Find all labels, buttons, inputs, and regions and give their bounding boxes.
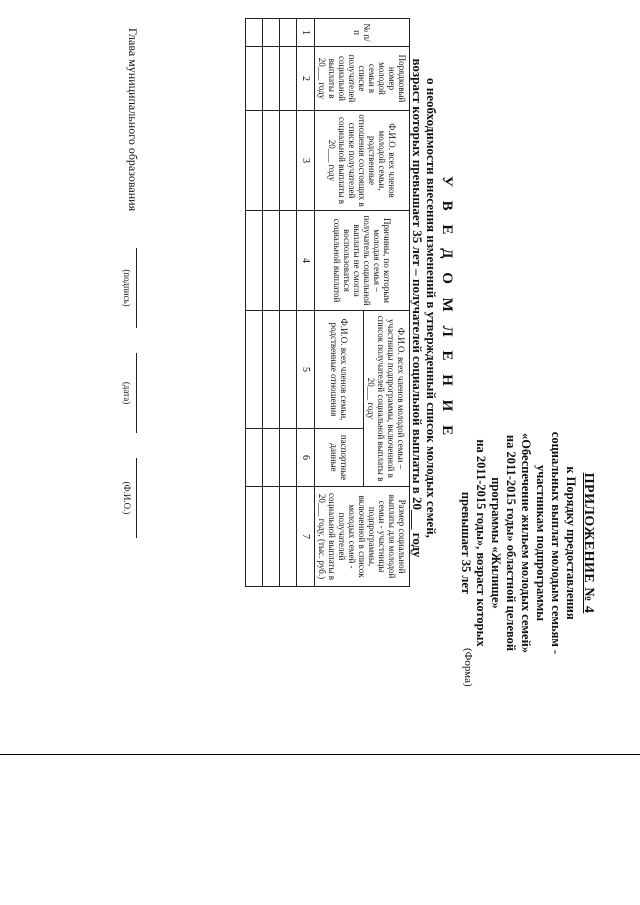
name-caption: (Ф.И.О.) (122, 481, 132, 515)
table-cell (280, 311, 297, 429)
appendix-line: участникам подпрограммы (534, 464, 548, 622)
appendix-line: программы «Жилище» (489, 477, 503, 609)
column-number: 4 (297, 211, 315, 311)
header-cell-names: Ф.И.О. всех членов молодой семьи, родственные отношения состоящих в списке получателей социальной выплаты в 20___ году (315, 111, 410, 211)
appendix-line: «Обеспечение жильем молодых семей» (519, 432, 533, 654)
table-cell (246, 111, 263, 211)
form-label: (Форма) (462, 648, 474, 687)
table-cell (280, 211, 297, 311)
table-cell (280, 111, 297, 211)
title-main: У В Е Д О М Л Е Н И Е (439, 175, 455, 441)
page-divider (0, 754, 640, 755)
header-cell-number: № п/п (315, 19, 410, 47)
table-cell (263, 111, 280, 211)
appendix-line: на 2011-2015 годы», возраст которых (474, 439, 488, 647)
table-cell (280, 47, 297, 111)
notification-table (245, 18, 410, 587)
table-cell (263, 19, 280, 47)
signature-caption: (подпись) (122, 269, 132, 307)
table-cell (246, 487, 263, 587)
document-title (410, 28, 454, 588)
table-cell (263, 429, 280, 487)
column-number: 7 (297, 487, 315, 587)
table-cell (280, 487, 297, 587)
table-cell (263, 47, 280, 111)
table-cell (263, 311, 280, 429)
table-cell (263, 211, 280, 311)
appendix-block (458, 338, 596, 748)
title-line: о необходимости внесения изменений в утвержденный список молодых семей, (424, 78, 439, 538)
title-line: возраст которых превышает 35 лет – получателей социальной выплаты в 20___ году (410, 58, 425, 558)
header-cell-amount: Размер социальной выплаты для молодой семьи - участницы подпрограммы, включенной в список молодых семей - получателей социальной выплаты в 20___ году, (тыс. руб.) (315, 487, 410, 587)
appendix-line: к Порядку предоставления (564, 466, 578, 620)
table-cell (246, 311, 263, 429)
table-cell (246, 47, 263, 111)
table-row (280, 19, 297, 587)
table-cell (246, 211, 263, 311)
rotated-form-page (40, 8, 600, 748)
header-cell-order: Порядковый номер молодой семьи в списке получателей социальной выплаты в 20___ году (315, 47, 410, 111)
column-number: 3 (297, 111, 315, 211)
signature-label: Глава муниципального образования (126, 28, 140, 212)
date-line (136, 353, 137, 433)
name-line (136, 458, 137, 538)
appendix-line: на 2011-2015 годы» областной целевой (504, 434, 518, 652)
column-number: 1 (297, 19, 315, 47)
date-caption: (дата) (122, 381, 132, 405)
table-row (246, 19, 263, 587)
appendix-heading: ПРИЛОЖЕНИЕ № 4 (581, 472, 596, 614)
appendix-line: социальных выплат молодым семьям - (549, 431, 563, 655)
table-cell (280, 19, 297, 47)
header-cell-family-names: Ф.И.О. всех членов семьи, родственные отношения (315, 311, 364, 429)
table-cell (246, 19, 263, 47)
table-row (263, 19, 280, 587)
table-cell (280, 429, 297, 487)
signature-line (136, 248, 137, 328)
header-cell-participants: Ф.И.О. всех членов молодой семьи – участницы подпрограммы, включенной в список получателей социальной выплаты в 20___ году (364, 311, 410, 487)
column-number: 5 (297, 311, 315, 429)
column-number: 6 (297, 429, 315, 487)
table-cell (246, 429, 263, 487)
appendix-line: превышает 35 лет (459, 491, 473, 595)
table-row (297, 19, 315, 587)
header-cell-passport: паспортные данные (315, 429, 364, 487)
header-cell-reasons: Причины, по которым молодая семья – получатель социальной выплаты не смогла воспользоваться социальной выплатой (315, 211, 410, 311)
table-cell (263, 487, 280, 587)
column-number: 2 (297, 47, 315, 111)
